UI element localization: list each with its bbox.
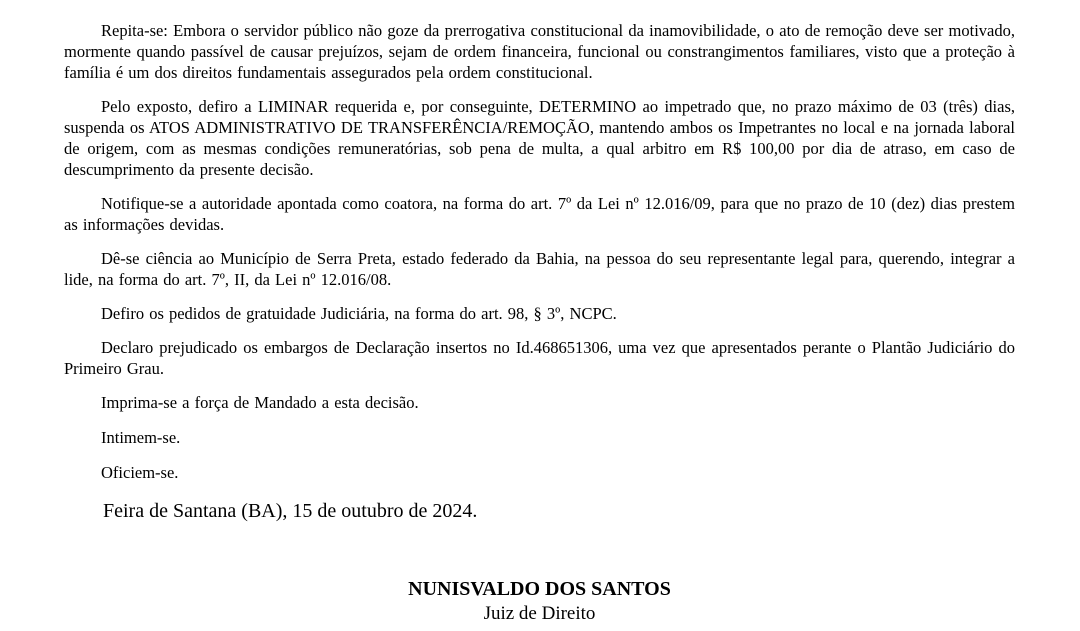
signature-block — [64, 577, 1015, 626]
paragraph-notifique-se: Notifique-se a autoridade apontada como coatora, na forma do art. 7º da Lei nº 12.016/09, para que no prazo de 10 (dez) dias prestem as informações devidas. — [64, 194, 1015, 234]
paragraph-oficiem-se: Oficiem-se. — [101, 463, 179, 482]
signature-title: Juiz de Direito — [483, 603, 596, 624]
paragraph-imprima-se: Imprima-se a força de Mandado a esta decisão. — [101, 393, 419, 412]
paragraph-intimem-se: Intimem-se. — [101, 428, 181, 447]
paragraph-embargos: Declaro prejudicado os embargos de Declaração insertos no Id.468651306, uma vez que apresentados perante o Plantão Judiciário do Primeiro Grau. — [64, 338, 1015, 378]
paragraph-repita-se: Repita-se: Embora o servidor público não goze da prerrogativa constitucional da inamovibilidade, o ato de remoção deve ser motivado, mormente quando passível de causar prejuízos, sejam de ordem financeira, funcional ou constrangimentos familiares, visto que a proteção à família é um dos direitos fundamentais assegurados pela ordem constitucional. — [64, 21, 1015, 82]
paragraph-liminar-determino: Pelo exposto, defiro a LIMINAR requerida e, por conseguinte, DETERMINO ao impetrado que, no prazo máximo de 03 (três) dias, suspenda os ATOS ADMINISTRATIVO DE TRANSFERÊNCIA/REMOÇÃO, mantendo ambos os Impetrantes no local e na jornada laboral de origem, com as mesmas condições remuneratórias, sob pena de multa, a qual arbitro em R$ 100,00 por dia de atraso, em caso de descumprimento da presente decisão. — [64, 97, 1015, 179]
date-line: Feira de Santana (BA), 15 de outubro de 2024. — [103, 500, 478, 522]
paragraph-de-se-ciencia: Dê-se ciência ao Município de Serra Preta, estado federado da Bahia, na pessoa do seu representante legal para, querendo, integrar a lide, na forma do art. 7º, II, da Lei nº 12.016/08. — [64, 249, 1015, 289]
paragraph-gratuidade: Defiro os pedidos de gratuidade Judiciária, na forma do art. 98, § 3º, NCPC. — [101, 304, 617, 323]
signature-name: NUNISVALDO DOS SANTOS — [408, 578, 671, 600]
